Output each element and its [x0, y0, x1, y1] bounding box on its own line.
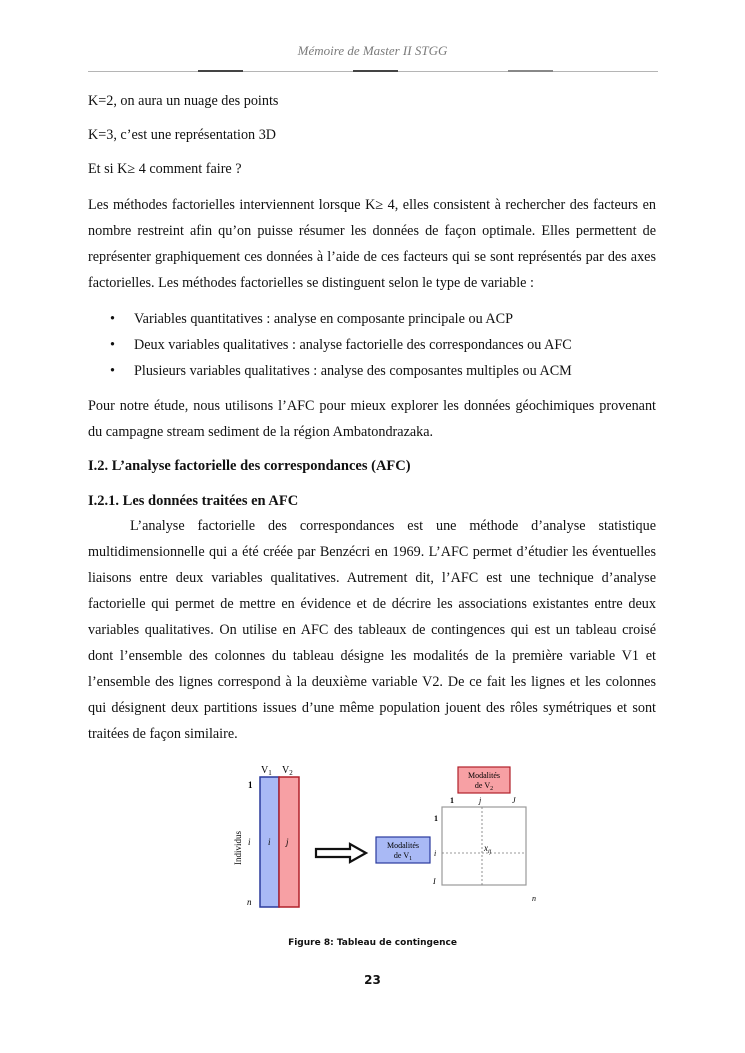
list-item-text: Variables quantitatives : analyse en composante principale ou ACP: [134, 311, 514, 327]
header-rule: [88, 71, 658, 72]
modalites-v1-line1: Modalités: [387, 841, 419, 850]
list-item: [110, 332, 650, 358]
paragraph-afc: L’analyse factorielle des correspondances est une méthode d’analyse statistique multidimensionnelle qui a été créée par Benzécri en 1969. L’AFC permet d’étudier les éventuelles liaisons entre deux variables qualitatives. Autrement dit, l’AFC est une technique d’analyse factorielle qui permet de mettre en évidence et de décrire les associations existantes entre deux variables qualitatives. On utilise en AFC des tableaux de contingences qui est un tableau croisé dont l’ensemble des colonnes du tableau désigne les modalités de la première variable V1 et l’ensemble des lignes correspond à la deuxième variable V2. De ce fait les lignes et les colonnes qui désignent deux partitions issues d’une même population jouent des rôles symétriques et sont traitées de façon similaire.: [88, 518, 656, 742]
intro-line: K=3, c’est une représentation 3D: [88, 127, 277, 143]
row-label-last: I: [433, 877, 436, 886]
individus-axis-label: Individus: [233, 830, 243, 865]
arrow-right-icon: [316, 844, 366, 862]
row-label-first: 1: [434, 814, 438, 823]
figure-caption: Figure 8: Tableau de contingence: [288, 938, 457, 948]
paragraph-study: Pour notre étude, nous utilisons l’AFC pour mieux explorer les données géochimiques provenant du campagne stream sediment de la région Ambatondrazaka.: [88, 398, 656, 440]
v2-cell-label: j: [286, 837, 289, 847]
list-item: [110, 358, 650, 384]
bullet-icon: •: [110, 337, 115, 353]
col-label-last: J: [512, 796, 516, 805]
col-label-v1: $V_1$: [261, 765, 272, 777]
section-heading: I.2. L’analyse factorielle des correspondances (AFC): [88, 458, 411, 474]
contingency-figure: [220, 755, 560, 920]
method-list: [110, 306, 650, 384]
v1-cell-label: i: [268, 837, 271, 847]
row-label-last: n: [247, 897, 252, 907]
bullet-icon: •: [110, 311, 115, 327]
intro-line: K=2, on aura un nuage des points: [88, 93, 279, 109]
col-label-mid: j: [479, 796, 482, 805]
header-rule-accent: [198, 70, 243, 72]
modalites-v2-line2: de $V_2$: [474, 781, 494, 792]
modalites-v2-line1: Modalités: [468, 771, 500, 780]
page-number: 23: [364, 973, 381, 987]
v2-column-bar: [279, 777, 299, 907]
row-label-mid: i: [434, 849, 437, 858]
subsection-heading: I.2.1. Les données traitées en AFC: [88, 493, 299, 509]
header-rule-accent: [508, 70, 553, 72]
intro-line: Et si K≥ 4 comment faire ?: [88, 161, 242, 177]
list-item-text: Plusieurs variables qualitatives : analyse des composantes multiples ou ACM: [134, 363, 572, 379]
bullet-icon: •: [110, 363, 115, 379]
total-n-label: n: [532, 894, 536, 903]
row-label-first: 1: [248, 780, 253, 790]
list-item: [110, 306, 650, 332]
modalites-v1-line2: de $V_1$: [393, 851, 413, 862]
list-item-text: Deux variables qualitatives : analyse factorielle des correspondances ou AFC: [134, 337, 572, 353]
paragraph-methods: Les méthodes factorielles interviennent lorsque K≥ 4, elles consistent à rechercher des facteurs en nombre restreint afin qu’on puisse résumer les données de façon optimale. Elles permettent de représenter graphiquement ces données à l’aide de ces facteurs qui se sont représentés par des axes factorielles. Les méthodes factorielles se distinguent selon le type de variable :: [88, 197, 656, 291]
col-label-first: 1: [450, 796, 454, 805]
row-label-mid: i: [248, 837, 251, 847]
header-title: Mémoire de Master II STGG: [297, 43, 448, 58]
cell-xij-label: $x_{ij}$: [484, 843, 492, 855]
col-label-v2: $V_2$: [282, 765, 293, 777]
header-rule-accent: [353, 70, 398, 72]
